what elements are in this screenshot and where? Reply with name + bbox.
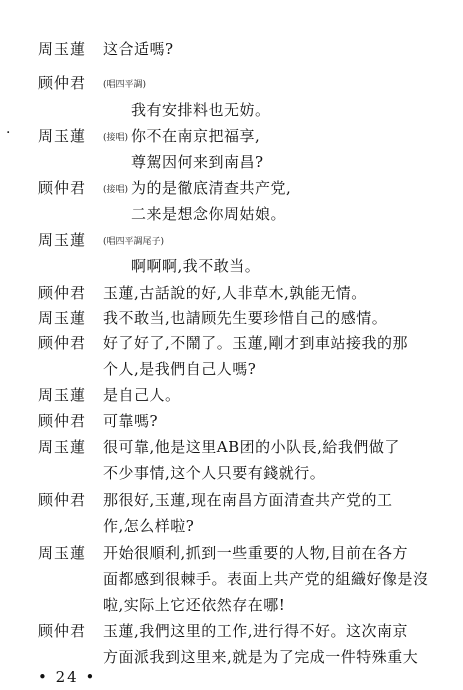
speaker-name: 顾仲君	[38, 179, 87, 197]
dialogue-text: 我不敢当,也請顾先生要珍惜自己的感情。	[103, 309, 388, 327]
dialogue-text: 啦,实际上它还依然存在哪!	[103, 596, 286, 614]
speaker-name: 周玉蓮	[38, 40, 87, 58]
speaker-name: 周玉蓮	[38, 544, 87, 562]
verse-text: 尊駕因何来到南昌?	[131, 153, 264, 171]
verse-text: 我有安排料也无妨。	[131, 101, 271, 119]
dialogue-text: 好了好了,不鬧了。玉蓮,剛才到車站接我的那	[103, 334, 409, 352]
dialogue-text: 个人,是我們自己人嗎?	[103, 360, 257, 378]
dialogue-text: 玉蓮,我們这里的工作,进行得不好。这次南京	[103, 622, 409, 640]
dialogue-text: 面都感到很棘手。表面上共产党的組織好像是沒	[103, 570, 429, 588]
speaker-name: 周玉蓮	[38, 127, 87, 145]
dialogue-text: 这合适嗎?	[103, 40, 174, 58]
dialogue-text: 方面派我到这里来,就是为了完成一件特殊重大	[103, 648, 419, 666]
speaker-name: 顾仲君	[38, 622, 87, 640]
margin-mark: ·	[6, 125, 11, 141]
speaker-name: 顾仲君	[38, 491, 87, 509]
speaker-name: 顾仲君	[38, 74, 87, 92]
dialogue-text: 不少事情,这个人只要有錢就行。	[103, 464, 326, 482]
dialogue-text: 很可靠,他是这里AB团的小队長,給我們做了	[103, 438, 400, 456]
speaker-name: 顾仲君	[38, 412, 87, 430]
dialogue-text: 作,怎么样啦?	[103, 517, 195, 535]
speaker-name: 顾仲君	[38, 334, 87, 352]
speaker-name: 周玉蓮	[38, 309, 87, 327]
stage-direction: (接唱)	[103, 133, 129, 143]
verse-text: 啊啊啊,我不敢当。	[131, 257, 261, 275]
page-number: • 24 •	[38, 668, 97, 686]
dialogue-text: 玉蓮,古話說的好,人非草木,孰能无情。	[103, 284, 367, 302]
speaker-name: 周玉蓮	[38, 386, 87, 404]
dialogue-text: 开始很順利,抓到一些重要的人物,目前在各方	[103, 544, 409, 562]
verse-text: 你不在南京把福享,	[131, 127, 261, 145]
stage-direction: (唱四平調尾子)	[103, 237, 165, 247]
dialogue-text: 可靠嗎?	[103, 412, 159, 430]
speaker-name: 周玉蓮	[38, 438, 87, 456]
stage-direction: (接唱)	[103, 185, 129, 195]
stage-direction: (唱四平調)	[103, 80, 147, 90]
speaker-name: 周玉蓮	[38, 231, 87, 249]
speaker-name: 顾仲君	[38, 284, 87, 302]
dialogue-text: 是自己人。	[103, 386, 181, 404]
verse-text: 为的是徹底清查共产党,	[131, 179, 292, 197]
verse-text: 二来是想念你周姑娘。	[131, 205, 287, 223]
dialogue-text: 那很好,玉蓮,现在南昌方面清查共产党的工	[103, 491, 393, 509]
